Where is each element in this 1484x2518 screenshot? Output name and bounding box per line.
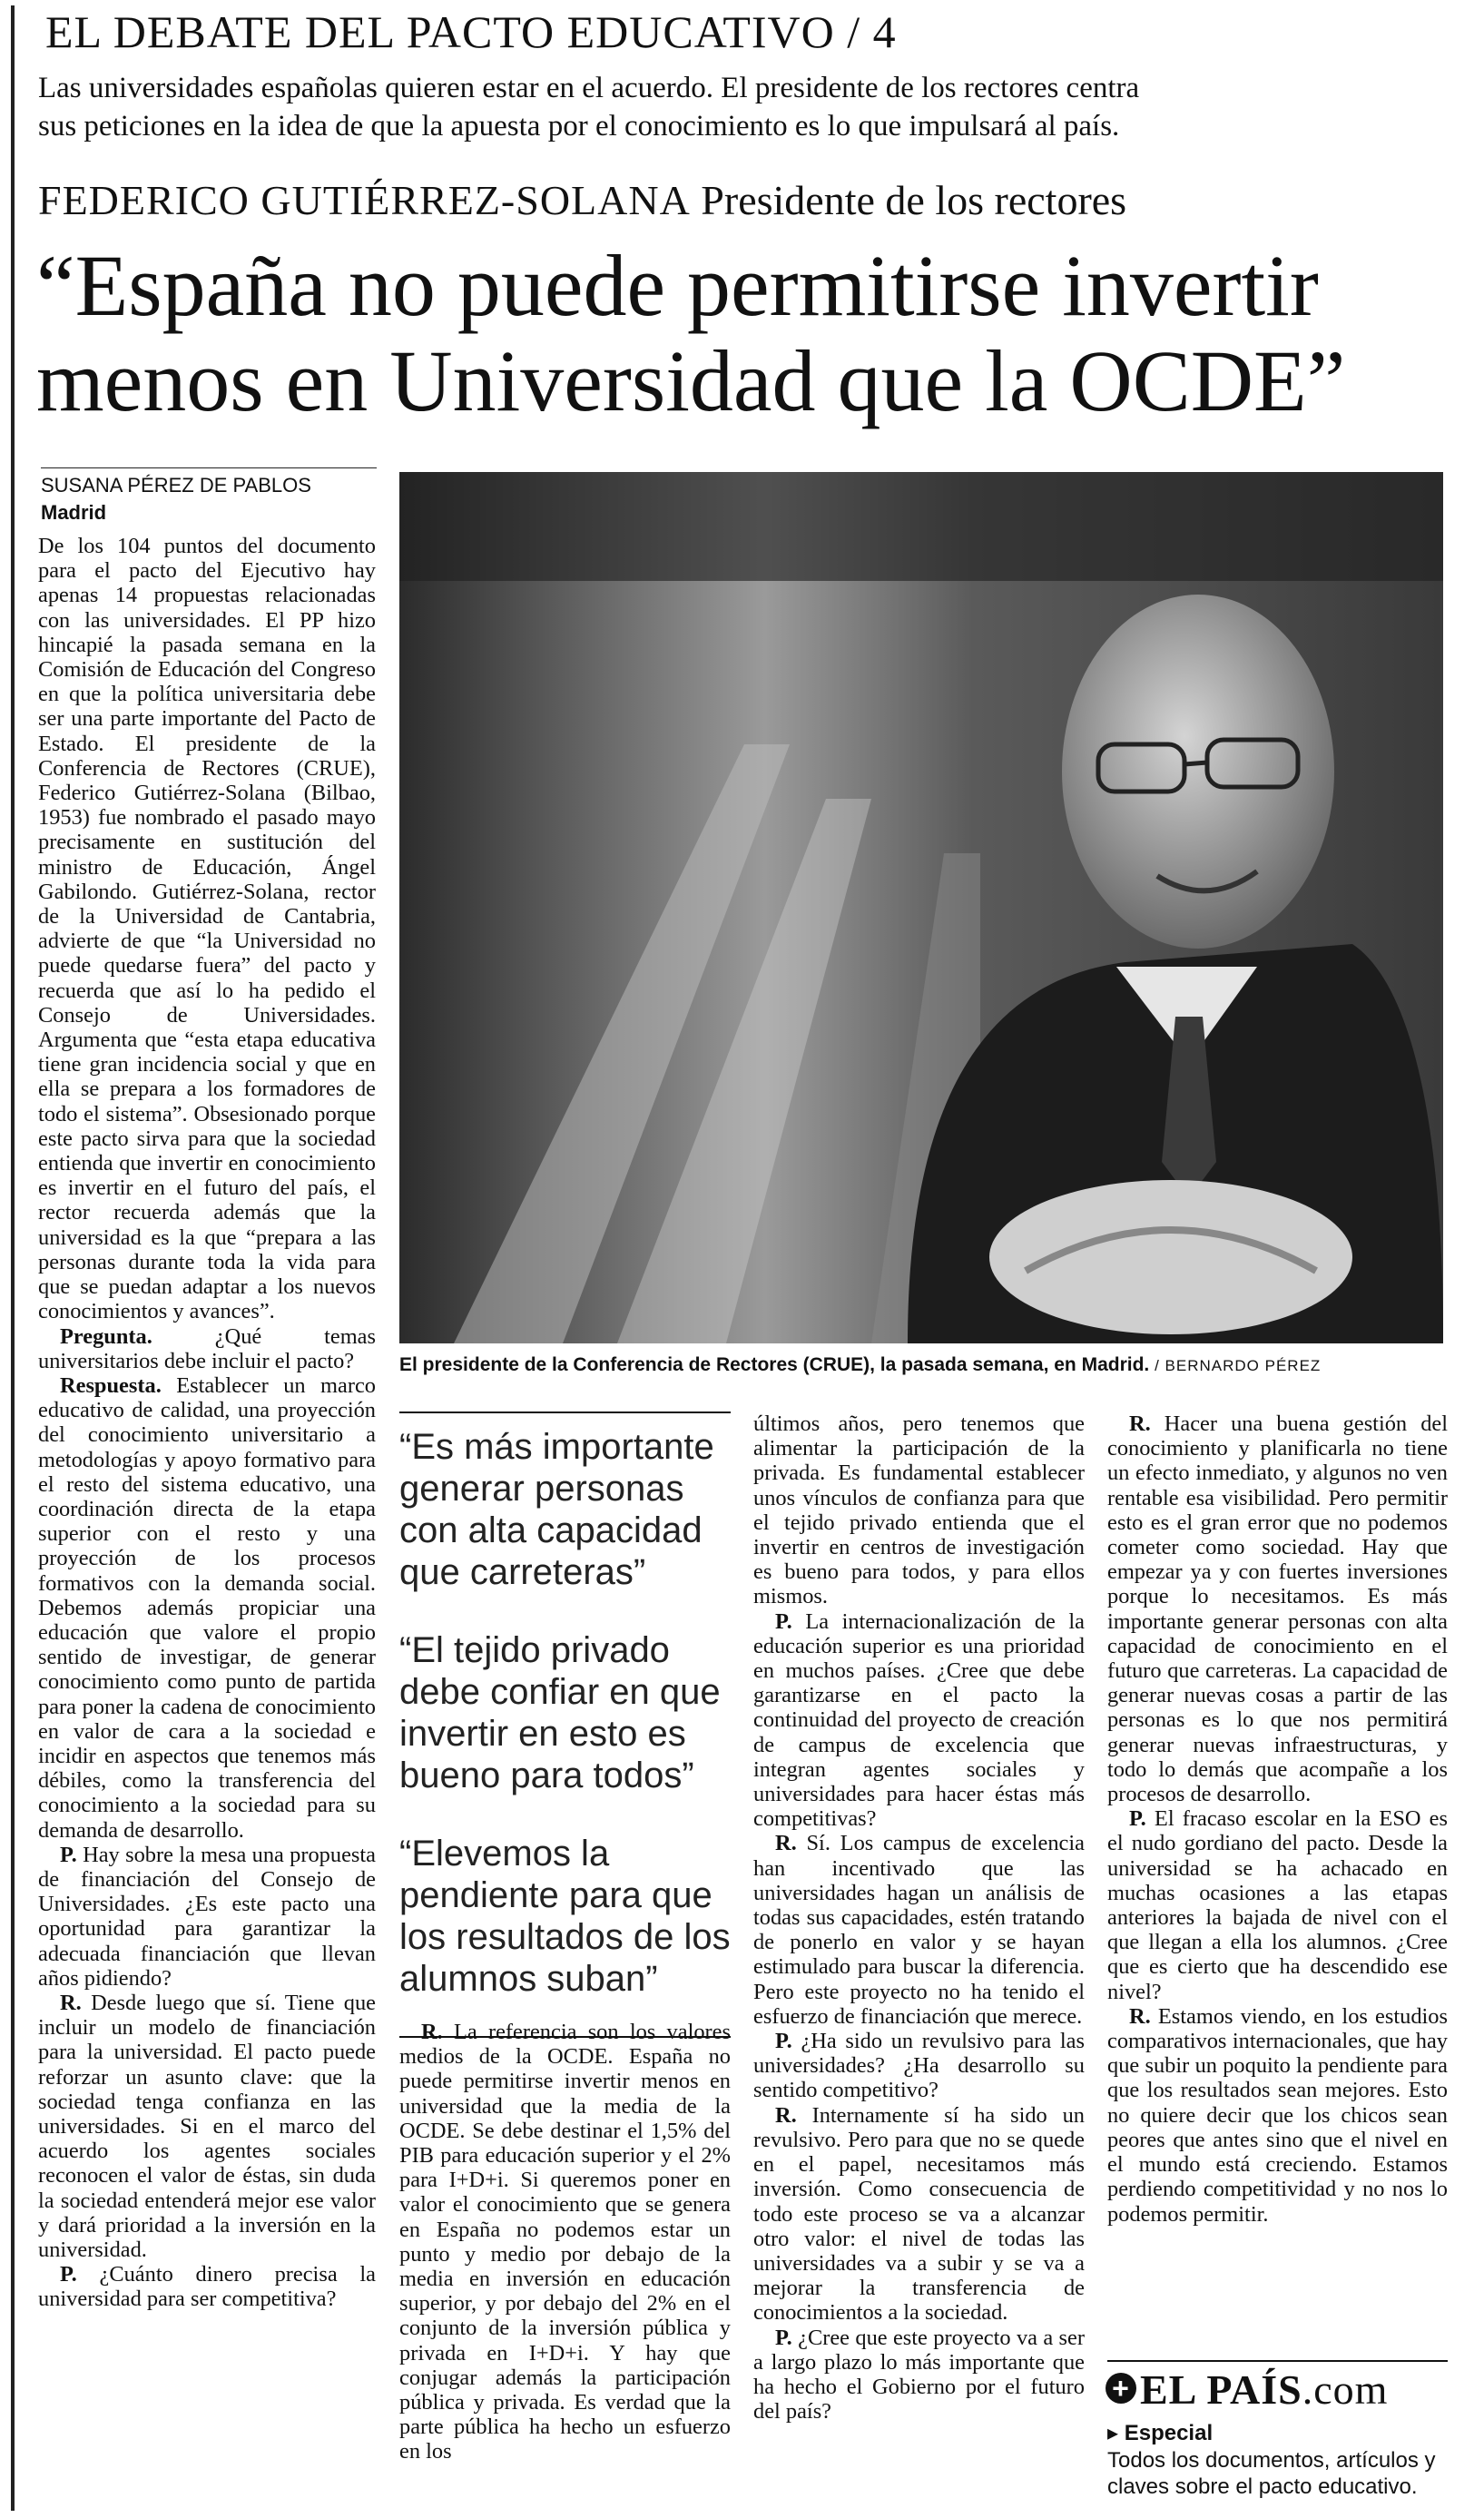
- question-5: [753, 2029, 1085, 2103]
- article-column-3: [753, 1411, 1085, 2514]
- answer-text: Desde luego que sí. Tiene que incluir un modelo de financiación para la universidad. El pacto puede reforzar un asunto clave: que la sociedad tenga confianza en las universidades. Si en el marco del acuerdo los agentes sociales reconocen el valor de éstas, sin duda la sociedad entenderá mejor ese valor y dará prioridad a la inversión en la universidad.: [38, 1990, 376, 2263]
- photo-credit: / BERNARDO PÉREZ: [1155, 1357, 1322, 1374]
- answer-text: Estamos viendo, en los estudios comparativos internacionales, que hay que subir un poquito la pendiente para que los resultados sean mejores. Esto no quiere decir que los chicos sean peores que antes sino que el nivel en el mundo está creciendo. Estamos perdiendo competitividad y no nos lo podemos permitir.: [1107, 2003, 1448, 2227]
- answer-7: [1107, 2004, 1448, 2227]
- answer-text: Internamente sí ha sido un revulsivo. Pero para que no se quede en el papel, necesitamos más inversión. Como consecuencia de todo este proceso se va a alcanzar otro valor: el nivel de todas las universidades va a subir y se va a mejorar la transferencia de conocimientos a la sociedad.: [753, 2102, 1085, 2326]
- question-2: [38, 1843, 376, 1991]
- byline: [41, 467, 377, 526]
- a-label: R.: [1129, 2003, 1151, 2029]
- question-4: [753, 1609, 1085, 1832]
- logo-suffix: .com: [1302, 2366, 1389, 2413]
- q-label: P.: [1129, 1806, 1146, 1832]
- caption-text: El presidente de la Conferencia de Rectores (CRUE), la pasada semana, en Madrid.: [399, 1354, 1150, 1375]
- answer-text: Hacer una buena gestión del conocimiento y planificarla no tiene un efecto inmediato, y algunos no ven rentable esa visibilidad. Pero permitir esto es el gran error que no podemos cometer como sociedad. Hay que empezar ya y con fuertes inversiones porque lo necesitamos. Es más importante generar personas con alta capacidad de conocimiento en el futuro que carreteras. La capacidad de generar nuevas cosas a partir de las personas es lo que nos permitirá generar nuevas infraestructuras, y todo lo demás que acompañe a los procesos de desarrollo.: [1107, 1411, 1448, 1807]
- divider: [399, 1411, 731, 1413]
- question-text: ¿Ha sido un revulsivo para las universidades? ¿Ha desarrollo su sentido competitivo?: [753, 2029, 1085, 2103]
- intro-paragraph: De los 104 puntos del documento para el pacto del Ejecutivo hay apenas 14 propuestas relacionadas con las universidades. El PP hizo hincapié la pasada semana en la Comisión de Educación del Congreso en que la política universitaria debe ser una parte importante del Pacto de Estado. El presidente de la Conferencia de Rectores (CRUE), Federico Gutiérrez-Solana (Bilbao, 1953) fue nombrado el pasado mayo precisamente en sustitución del ministro de Educación, Ángel Gabilondo. Gutiérrez-Solana, rector de la Universidad de Cantabria, advierte de que “la Universidad no puede quedarse fuera” del pacto y recuerda que así lo ha pedido el Consejo de Universidades. Argumenta que “esta etapa educativa tiene gran incidencia social y que en ella se prepara a los formadores de todo el sistema”. Obsesionado porque este pacto sirva para que la sociedad entienda que invertir en conocimiento es invertir en el futuro del país, el rector recuerda además que la universidad es la que “prepara a las personas durante toda la vida para que se puedan adaptar a los nuevos conocimientos y avances”.: [38, 534, 376, 1324]
- answer-3: [399, 2020, 731, 2464]
- photo-caption: [399, 1352, 1443, 1379]
- question-text: ¿Qué temas universitarios debe incluir el pacto?: [38, 1323, 376, 1373]
- question-6: [753, 2326, 1085, 2425]
- a-label: R.: [60, 1990, 82, 2015]
- answer-text: La referencia son los valores medios de la OCDE. España no puede permitirse invertir menos en universidad que la media de la OCDE. Se debe destinar el 1,5% del PIB para educación superior y el 2% para I+D+i. Si queremos poner en valor el conocimiento que se genera en España no podemos estar un punto y medio por debajo de la media en inversión en educación superior, y por debajo del 2% en el conjunto de la inversión pública y privada en I+D+i. Y hay que conjugar además la participación pública y privada. Es verdad que la parte pública ha hecho un esfuerzo en los: [399, 2020, 731, 2464]
- pull-quotes: [399, 1411, 731, 2038]
- q-label: P.: [60, 1842, 77, 1867]
- byline-author: SUSANA PÉREZ DE PABLOS: [41, 474, 311, 497]
- article-column-1: [38, 534, 376, 2513]
- byline-location: Madrid: [41, 501, 107, 524]
- promo-section-link[interactable]: ▸ Especial: [1107, 2421, 1214, 2445]
- lead-line-2: sus peticiones en la idea de que la apuesta por el conocimiento es lo que impulsará al país.: [38, 110, 1120, 143]
- portrait-photo: [399, 472, 1443, 1343]
- interviewee: [38, 178, 1126, 224]
- answer-2: [38, 1991, 376, 2262]
- continuation-paragraph: últimos años, pero tenemos que alimentar la participación de la privada. Es fundamental establecer unos vínculos de confianza para que el tejido privado entienda que el invertir en centros de investigación es bueno para todos, y para ellos mismos.: [753, 1411, 1085, 1609]
- promo-text: Todos los documentos, artículos y claves sobre el pacto educativo.: [1107, 2448, 1436, 2499]
- article-column-2: [399, 2020, 731, 2514]
- answer-text: Sí. Los campus de excelencia han incentivado que las universidades hagan un análisis de todas sus capacidades, estén tratando de ponerlo en valor y se hayan estimulado para buscar la diferencia. Pero este proyecto no ha tenido el esfuerzo de financiación que merece.: [753, 1831, 1085, 2029]
- section-title: EL DEBATE DEL PACTO EDUCATIVO / 4: [45, 6, 897, 57]
- article-column-4: [1107, 1411, 1448, 2356]
- pull-quote-2: “El tejido privado debe confiar en que invertir en esto es bueno para todos”: [399, 1630, 721, 1795]
- a-label: Respuesta.: [60, 1372, 162, 1398]
- question-1: [38, 1324, 376, 1373]
- a-label: R.: [775, 2102, 797, 2128]
- headline-line-2: menos en Universidad que la OCDE”: [36, 332, 1346, 429]
- plus-icon: +: [1106, 2373, 1136, 2404]
- answer-5: [753, 2103, 1085, 2326]
- answer-1: [38, 1373, 376, 1843]
- interviewee-name: FEDERICO GUTIÉRREZ-SOLANA: [38, 177, 691, 223]
- pull-quote-3: “Elevemos la pendiente para que los resultados de los alumnos suban”: [399, 1834, 731, 1999]
- page-edge-rule: [11, 5, 15, 2511]
- question-text: La internacionalización de la educación superior es una prioridad en muchos países. ¿Cree que debe garantizarse en el pacto la continuidad del proyecto de creación de campus de excelencia que integran agentes sociales y universidades para hacer éstas más competitivas?: [753, 1608, 1085, 1832]
- question-text: Hay sobre la mesa una propuesta de financiación del Consejo de Universidades. ¿Es este pacto una oportunidad para garantizar la adecuada financiación que llevan años pidiendo?: [38, 1842, 376, 1991]
- answer-4: [753, 1831, 1085, 2029]
- question-3: [38, 2262, 376, 2311]
- elpais-logo[interactable]: [1106, 2366, 1389, 2413]
- answer-text: Establecer un marco educativo de calidad, una proyección del conocimiento universitario a metodologías y apoyo formativo para el resto del sistema educativo, una coordinación directa de la etapa superior con el resto y una proyección de los procesos formativos con la demanda social. Debemos además propiciar una educación que valore el propio sentido de investigar, de generar conocimiento como punto de partida para poner la cadena de conocimiento en valor de cara a la sociedad e incidir en aspectos que tenemos más débiles, como la transferencia del conocimiento a la sociedad para su demanda de desarrollo.: [38, 1372, 376, 1843]
- q-label: Pregunta.: [60, 1323, 152, 1349]
- answer-6: [1107, 1411, 1448, 1806]
- headline-line-1: “España no puede permitirse invertir: [36, 237, 1319, 334]
- pull-quote-1: “Es más importante generar personas con alta capacidad que carreteras”: [399, 1427, 714, 1592]
- q-label: P.: [775, 2029, 792, 2054]
- a-label: R.: [421, 2020, 443, 2044]
- lead-line-1: Las universidades españolas quieren estar en el acuerdo. El presidente de los rectores centra: [38, 72, 1140, 104]
- q-label: P.: [775, 2325, 792, 2350]
- promo-divider: [1107, 2360, 1448, 2362]
- q-label: P.: [60, 2262, 77, 2287]
- a-label: R.: [1129, 1411, 1151, 1436]
- logo-text: EL PAÍS: [1140, 2366, 1302, 2413]
- question-text: ¿Cree que este proyecto va a ser a largo plazo lo más importante que ha hecho el Gobierno por el futuro del país?: [753, 2325, 1085, 2425]
- question-7: [1107, 1806, 1448, 2004]
- question-text: ¿Cuánto dinero precisa la universidad para ser competitiva?: [38, 2262, 376, 2312]
- portrait-illustration: [399, 472, 1443, 1343]
- question-text: El fracaso escolar en la ESO es el nudo gordiano del pacto. Desde la universidad se ha achacado en muchas ocasiones a las etapas anteriores la bajada de nivel con el que llegan a ella los alumnos. ¿Cree que es cierto que ha descendido ese nivel?: [1107, 1806, 1448, 2004]
- q-label: P.: [775, 1608, 792, 1634]
- a-label: R.: [775, 1831, 797, 1856]
- interviewee-role: Presidente de los rectores: [701, 177, 1127, 223]
